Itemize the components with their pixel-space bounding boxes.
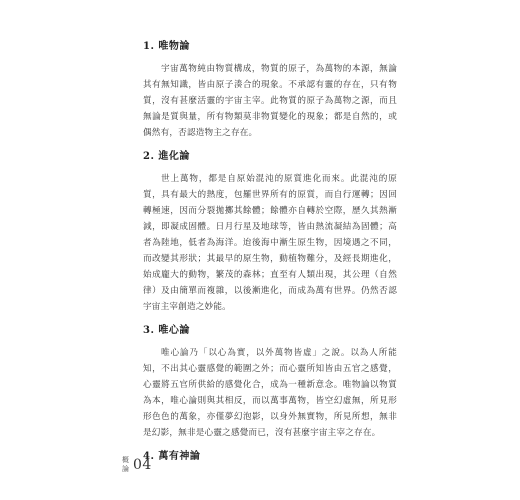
section-heading: 4. 萬有神論 (143, 451, 201, 462)
section-evolution (143, 150, 397, 315)
section-materialism (143, 40, 397, 141)
section-heading: 3. 唯心論 (143, 325, 190, 336)
section-heading: 2. 進化論 (143, 151, 190, 162)
section-heading: 1. 唯物論 (143, 41, 190, 52)
page-number: 04 (133, 457, 152, 473)
section-paragraph: 宇宙萬物純由物質構成，物質的原子，為萬物的本源，無論其有無知識，皆由原子湊合的現象。不承認有靈的存在，只有物質，沒有甚麼活靈的宇宙主宰。此物質的原子為萬物之源，而且無論是質與量，所有物類莫非物質變化的現象；都是自然的，或偶然有，否認造物主之存在。 (143, 64, 397, 138)
section-idealism (143, 324, 397, 441)
section-pantheism (143, 450, 397, 464)
page-content (143, 40, 397, 473)
running-title: 概論 (122, 456, 129, 473)
section-paragraph: 唯心論乃「以心為實，以外萬物皆虛」之說。以為人所能知，不出其心靈感覺的範圍之外；而心靈所知皆由五官之感覺，心靈將五官所供給的感覺化合，成為一種新意念。唯物論以物質為本，唯心論則與其相反，而以萬事萬物，皆空幻虛無，所見形形色色的萬象，亦僅夢幻泡影，以身外無實物，所見所想，無非是幻影，無非是心靈之感覺而已，沒有甚麼宇宙主宰之存在。 (143, 348, 397, 438)
page-footer (122, 456, 152, 474)
section-paragraph: 世上萬物，都是自原始混沌的原質進化而來。此混沌的原質，具有最大的熱度，包羅世界所有的原質，而自行運轉；因回轉極速，因而分裂拋擲其餘體；餘體亦自轉於空際，歷久其熱漸減，即凝成固體。日月行星及地球等，皆由熱流凝結為固體；高者為陸地，低者為海洋。迨後海中漸生原生物，因境遇之不同，而改變其形狀；其最早的原生物，動植物難分，及經長期進化，始成龐大的動物，繁茂的森林；直至有人類出現，其公理（自然律）及由簡單而複雜，以後漸進化，而成為萬有世界。仍然否認宇宙主宰創造之妙能。 (143, 174, 397, 312)
